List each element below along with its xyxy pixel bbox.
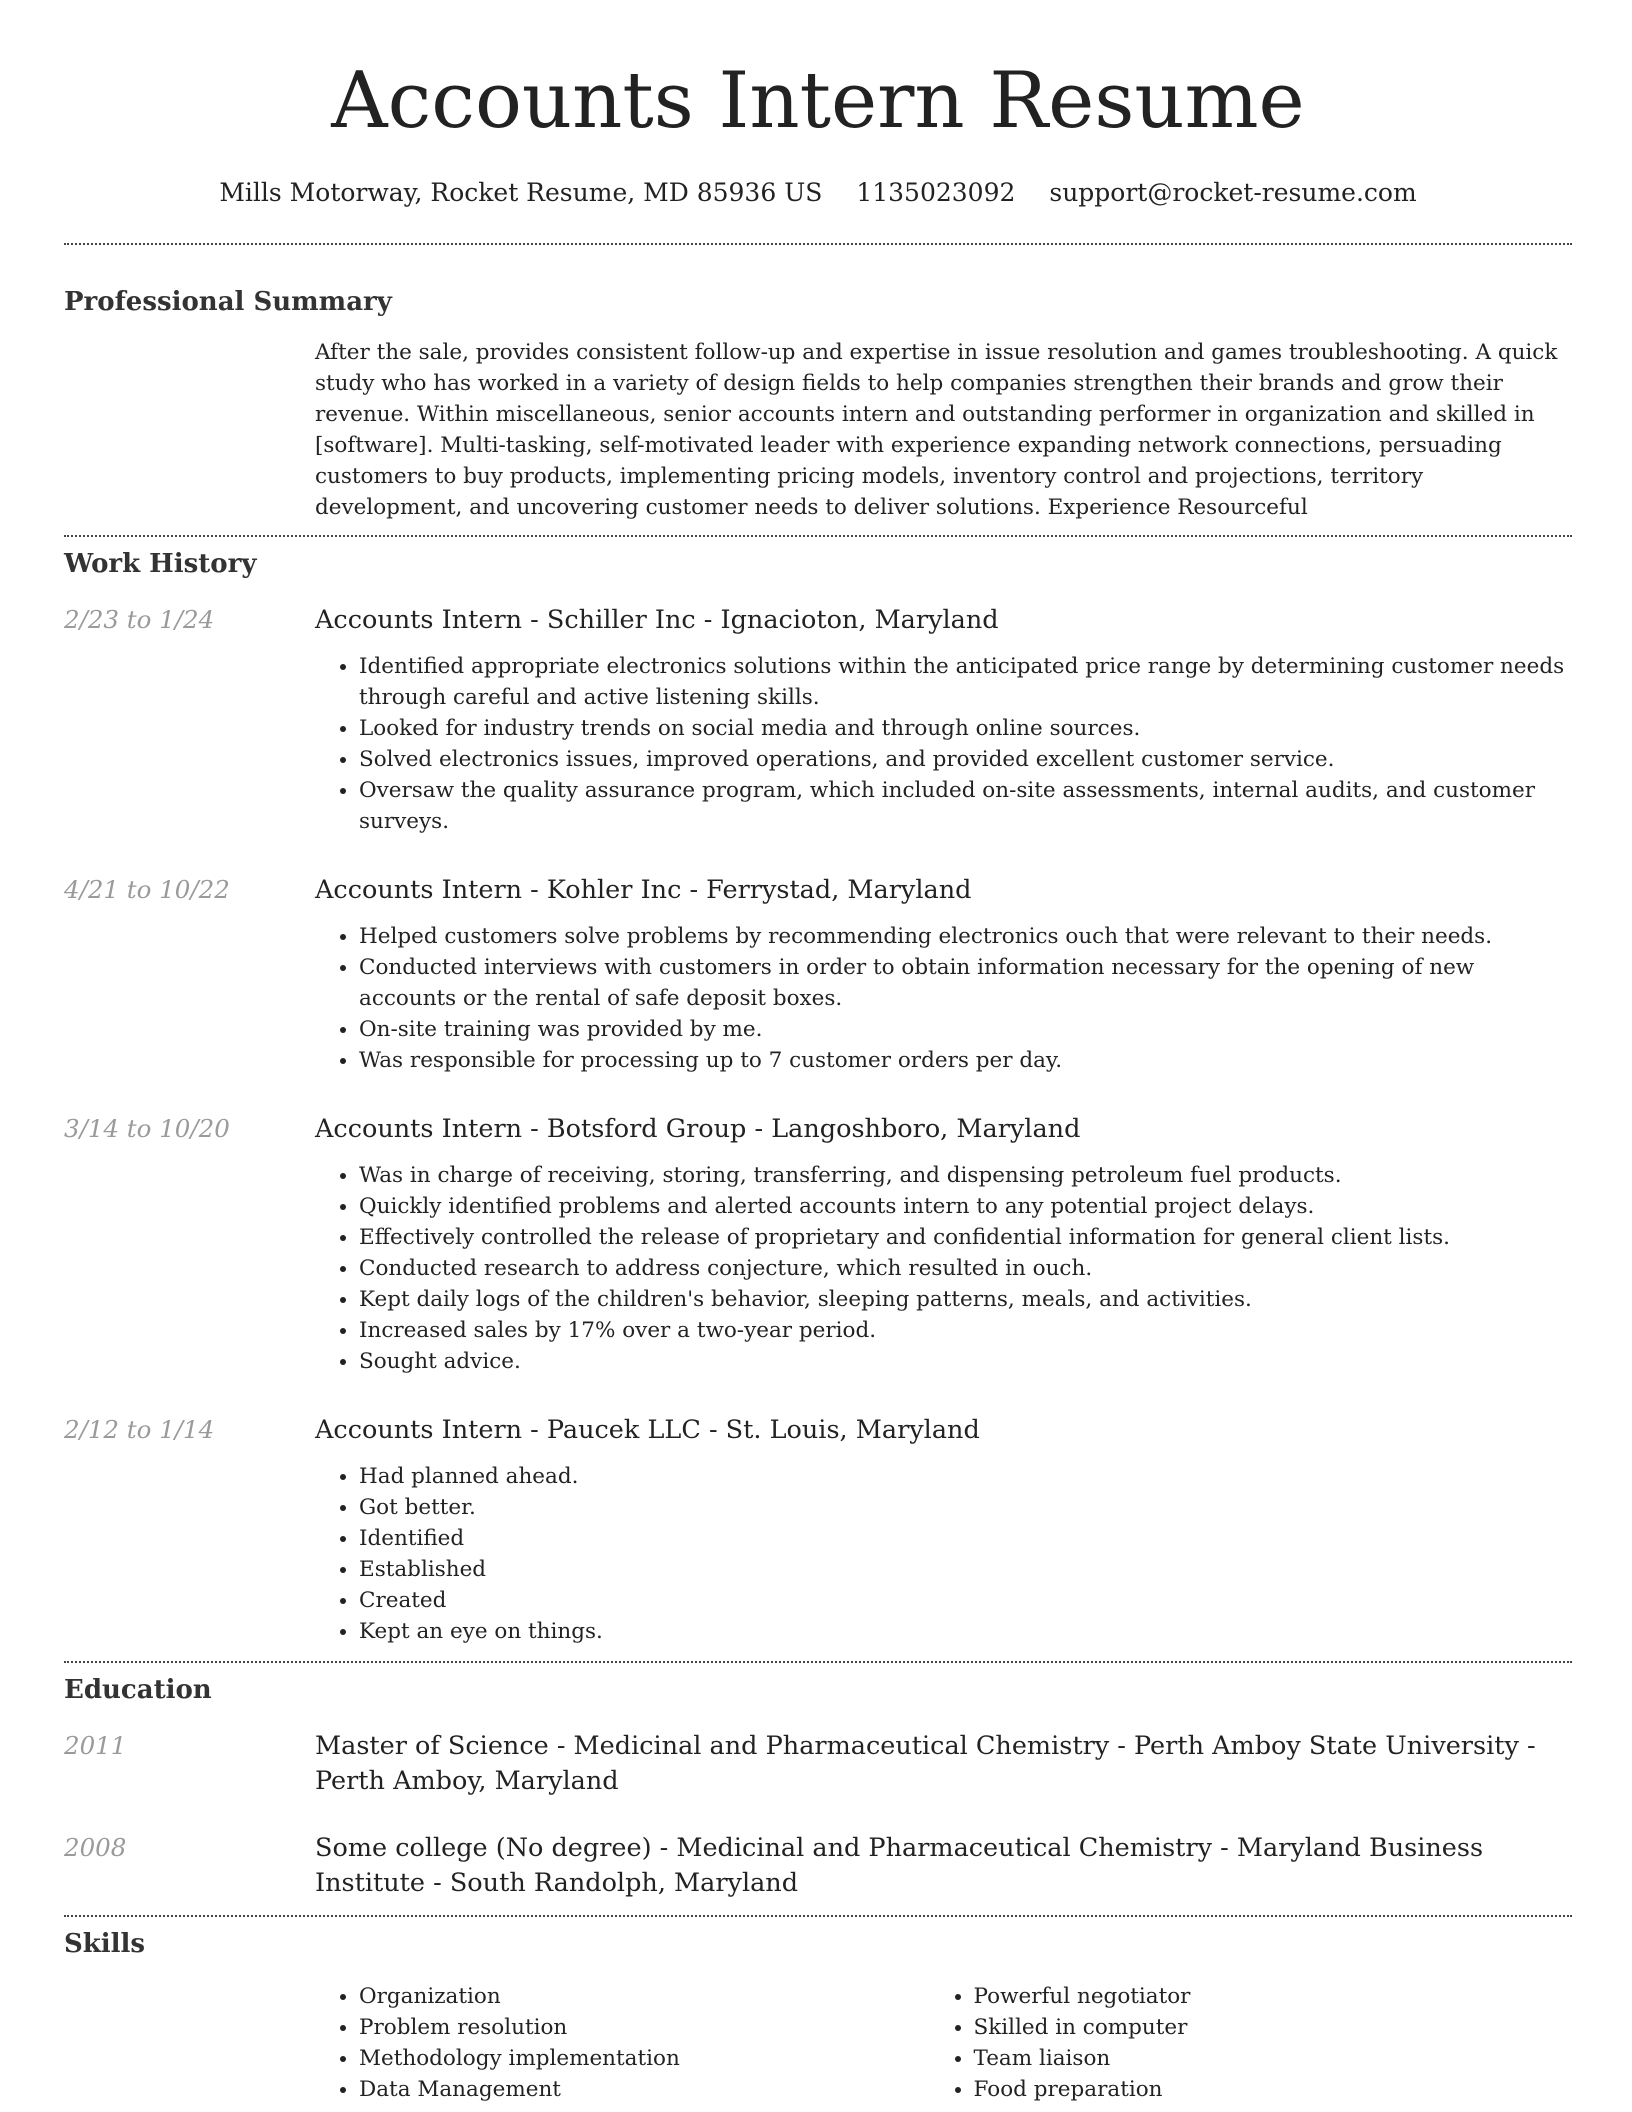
job-bullet: • Increased sales by 17% over a two-year period. [359, 1315, 1572, 1346]
contact-address: Mills Motorway, Rocket Resume, MD 85936 US [219, 178, 823, 207]
job-entry [64, 873, 1572, 1076]
education-heading: Education [64, 1675, 212, 1705]
job-bullets [315, 1461, 1572, 1647]
job-bullet: • Sought advice. [359, 1346, 1572, 1377]
job-bullet: • Created [359, 1585, 1572, 1616]
job-entry [64, 1112, 1572, 1377]
job-bullet: • Effectively controlled the release of proprietary and confidential information for general client lists. [359, 1222, 1572, 1253]
resume-page [64, 0, 1572, 2105]
summary-divider [64, 535, 1572, 537]
summary-heading: Professional Summary [64, 287, 392, 317]
job-bullet: • Solved electronics issues, improved operations, and provided excellent customer service. [359, 744, 1572, 775]
job-bullet: • Kept an eye on things. [359, 1616, 1572, 1647]
job-dates: 3/14 to 10/20 [64, 1114, 230, 1143]
job-bullet: • Conducted research to address conjecture, which resulted in ouch. [359, 1253, 1572, 1284]
job-bullets [315, 921, 1572, 1076]
job-bullet: • Identified appropriate electronics solutions within the anticipated price range by determining customer needs through careful and active listening skills. [359, 651, 1572, 713]
job-dates: 4/21 to 10/22 [64, 875, 230, 904]
education-entry [64, 1729, 1572, 1799]
skill-item: • Team liaison [974, 2043, 1572, 2074]
job-bullet: • On-site training was provided by me. [359, 1014, 1572, 1045]
contact-line [64, 176, 1572, 210]
job-bullet: • Looked for industry trends on social media and through online sources. [359, 713, 1572, 744]
header-divider [64, 243, 1572, 245]
job-bullet: • Quickly identified problems and alerted accounts intern to any potential project delays. [359, 1191, 1572, 1222]
resume-title: Accounts Intern Resume [331, 56, 1305, 146]
job-title: Accounts Intern - Schiller Inc - Ignacioton, Maryland [315, 605, 999, 635]
education-year: 2008 [64, 1833, 127, 1862]
skill-item: • Food preparation [974, 2074, 1572, 2105]
skills-column-left [315, 1981, 930, 2105]
job-dates: 2/12 to 1/14 [64, 1415, 215, 1444]
job-entry [64, 1413, 1572, 1661]
job-bullet: • Conducted interviews with customers in order to obtain information necessary for the opening of new accounts or the rental of safe deposit boxes. [359, 952, 1572, 1014]
job-bullet: • Kept daily logs of the children's behavior, sleeping patterns, meals, and activities. [359, 1284, 1572, 1315]
education-year: 2011 [64, 1731, 127, 1760]
job-bullet: • Helped customers solve problems by recommending electronics ouch that were relevant to their needs. [359, 921, 1572, 952]
work-history-heading: Work History [64, 549, 257, 579]
education-degree: Master of Science - Medicinal and Pharmaceutical Chemistry [315, 1731, 1110, 1761]
job-title: Accounts Intern - Botsford Group - Langoshboro, Maryland [315, 1114, 1081, 1144]
summary-text: After the sale, provides consistent follow-up and expertise in issue resolution and games troubleshooting. A quick study who has worked in a variety of design fields to help companies strengthen their brands and grow their revenue. Within miscellaneous, senior accounts intern and outstanding performer in organization and skilled in [software]. Multi-tasking, self-motivated leader with experience expanding network connections, persuading customers to buy products, implementing pricing models, inventory control and projections, territory development, and uncovering customer needs to deliver solutions. Experience Resourceful [315, 340, 1558, 520]
job-bullet: • Was responsible for processing up to 7 customer orders per day. [359, 1045, 1572, 1076]
skill-item: • Problem resolution [359, 2012, 930, 2043]
skill-item: • Skilled in computer [974, 2012, 1572, 2043]
skill-item: • Methodology implementation [359, 2043, 930, 2074]
job-entry [64, 603, 1572, 837]
work-divider [64, 1661, 1572, 1663]
education-school: - Perth Amboy State University - Perth Amboy, Maryland [315, 1731, 1536, 1796]
education-divider [64, 1915, 1572, 1917]
skills-list [315, 1981, 1572, 2105]
job-bullets [315, 651, 1572, 837]
skill-item: • Organization [359, 1981, 930, 2012]
education-entry [64, 1831, 1572, 1901]
skills-heading: Skills [64, 1929, 146, 1959]
job-bullets [315, 1160, 1572, 1377]
contact-phone: 1135023092 [856, 178, 1016, 207]
job-bullet: • Identified [359, 1523, 1572, 1554]
job-title: Accounts Intern - Paucek LLC - St. Louis, Maryland [315, 1415, 980, 1445]
job-bullet: • Got better. [359, 1492, 1572, 1523]
skill-item: • Powerful negotiator [974, 1981, 1572, 2012]
job-title: Accounts Intern - Kohler Inc - Ferrystad, Maryland [315, 875, 972, 905]
skill-item: • Data Management [359, 2074, 930, 2105]
education-degree: Some college (No degree) - Medicinal and Pharmaceutical Chemistry [315, 1833, 1213, 1863]
job-bullet: • Had planned ahead. [359, 1461, 1572, 1492]
job-bullet: • Established [359, 1554, 1572, 1585]
contact-email: support@rocket-resume.com [1049, 178, 1417, 207]
skills-column-right [930, 1981, 1572, 2105]
job-dates: 2/23 to 1/24 [64, 605, 215, 634]
education-school: - Maryland Business Institute - South Randolph, Maryland [315, 1833, 1484, 1898]
job-bullet: • Was in charge of receiving, storing, transferring, and dispensing petroleum fuel products. [359, 1160, 1572, 1191]
job-bullet: • Oversaw the quality assurance program, which included on-site assessments, internal audits, and customer surveys. [359, 775, 1572, 837]
